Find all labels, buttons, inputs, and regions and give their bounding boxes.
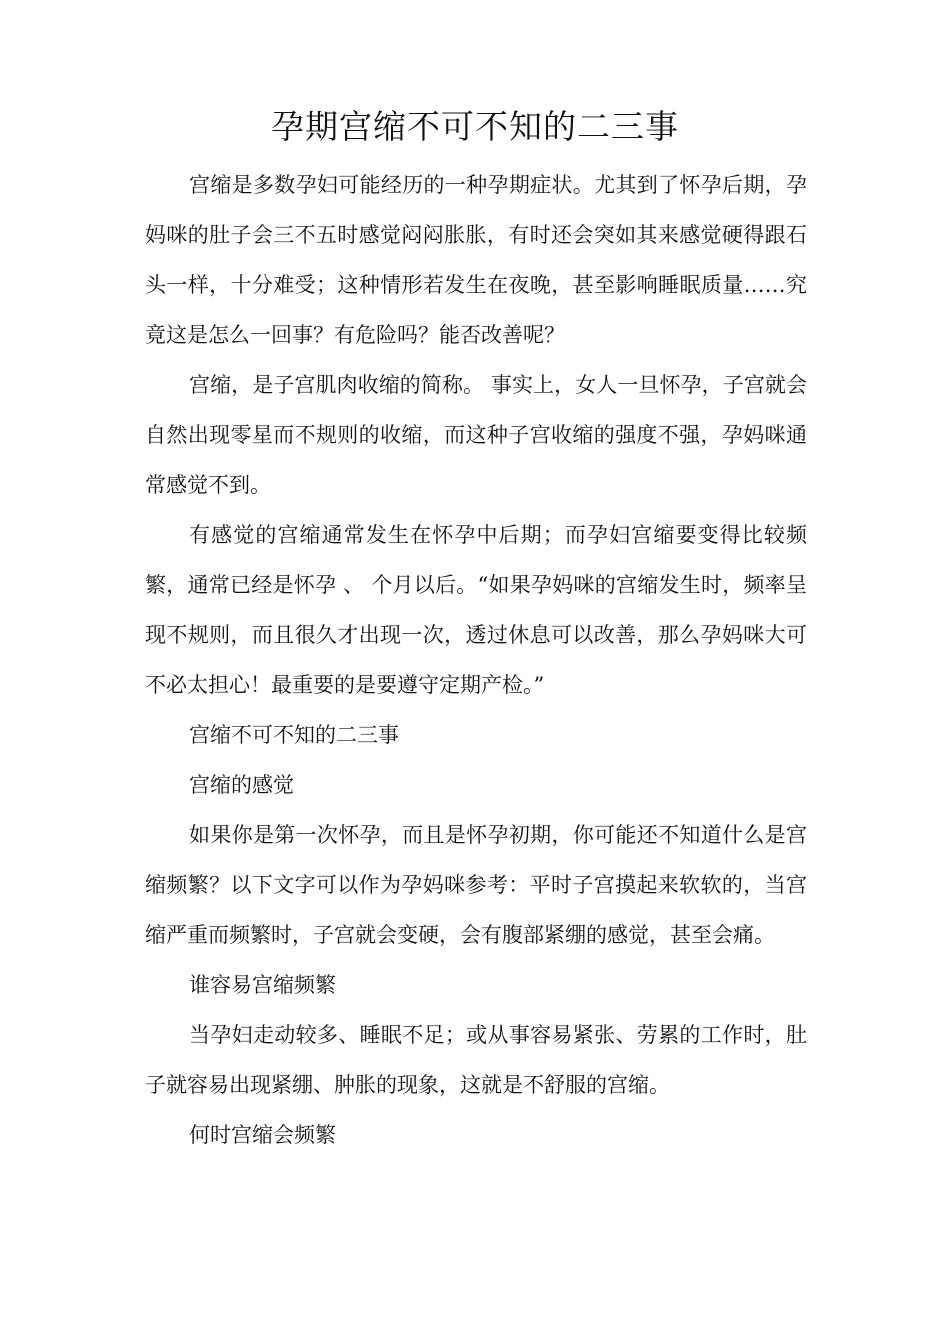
- paragraph-intro: 宫缩是多数孕妇可能经历的一种孕期症状。尤其到了怀孕后期，孕妈咪的肚子会三不五时感觉闷闷胀胀，有时还会突如其来感觉硬得跟石头一样，十分难受；这种情形若发生在夜晚，甚至影响睡眠质量……究竟这是怎么一回事？有危险吗？能否改善呢？: [145, 173, 807, 347]
- subheading-feeling: 宫缩的感觉: [189, 773, 294, 797]
- paragraph-who: 当孕妇走动较多、睡眠不足；或从事容易紧张、劳累的工作时，肚子就容易出现紧绷、肿胀的现象，这就是不舒服的宫缩。: [145, 1023, 807, 1097]
- document-body: [145, 160, 807, 1160]
- subheading-when: 何时宫缩会频繁: [189, 1123, 336, 1147]
- paragraph-timing: 有感觉的宫缩通常发生在怀孕中后期；而孕妇宫缩要变得比较频繁，通常已经是怀孕 、 个月以后。“如果孕妈咪的宫缩发生时，频率呈现不规则，而且很久才出现一次，透过休息可以改善，那么孕妈咪大可不必太担心！最重要的是要遵守定期产检。”: [145, 523, 807, 697]
- section-heading: 宫缩不可不知的二三事: [189, 723, 399, 747]
- subheading-who: 谁容易宫缩频繁: [189, 973, 336, 997]
- document-title: 孕期宫缩不可不知的二三事: [271, 107, 679, 146]
- paragraph-definition: 宫缩，是子宫肌肉收缩的简称。 事实上，女人一旦怀孕，子宫就会自然出现零星而不规则的收缩，而这种子宫收缩的强度不强，孕妈咪通常感觉不到。: [145, 373, 807, 497]
- paragraph-feeling: 如果你是第一次怀孕，而且是怀孕初期，你可能还不知道什么是宫缩频繁？以下文字可以作为孕妈咪参考：平时子宫摸起来软软的，当宫缩严重而频繁时，子宫就会变硬，会有腹部紧绷的感觉，甚至会痛。: [145, 823, 807, 947]
